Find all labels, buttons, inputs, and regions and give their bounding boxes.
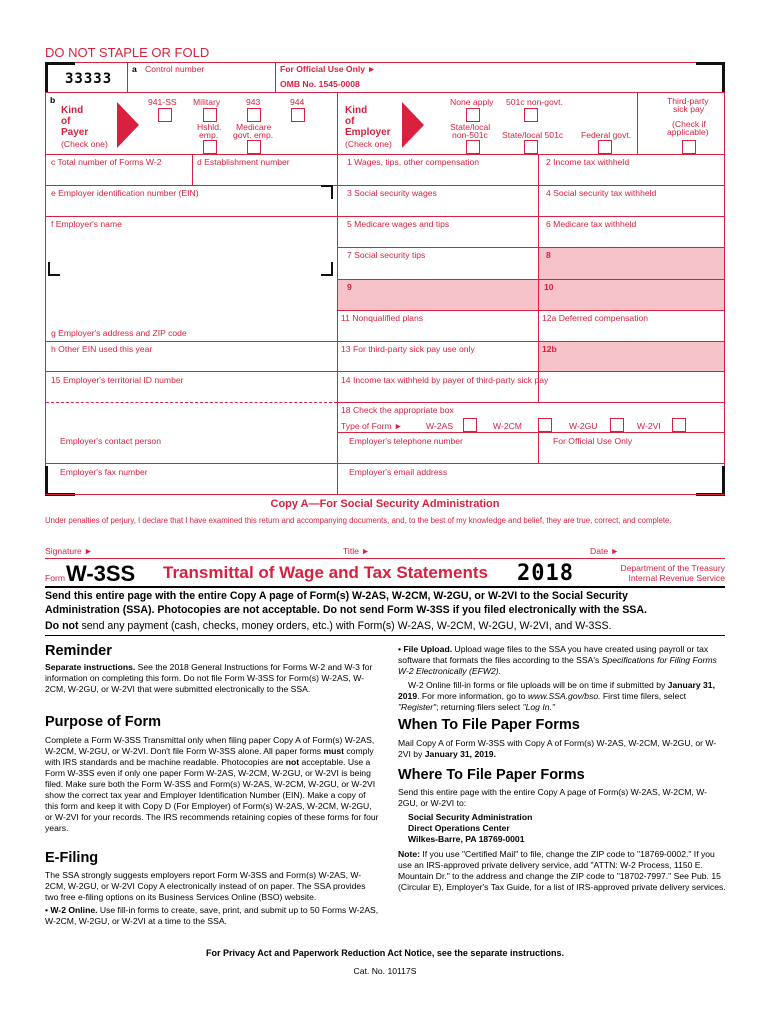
box-13-label[interactable]: 13 For third-party sick pay use only <box>341 344 475 354</box>
option-944: 944 <box>290 97 305 107</box>
window-mark <box>321 274 333 276</box>
checkbox-state-local-501c[interactable] <box>524 140 538 154</box>
corner-mark <box>45 62 75 65</box>
row-line <box>337 247 725 248</box>
corner-mark <box>722 62 725 92</box>
w2as-label: W-2AS <box>426 421 454 431</box>
row-line <box>337 310 725 311</box>
divider <box>337 92 338 154</box>
box-15-label[interactable]: 15 Employer's territorial ID number <box>51 375 184 385</box>
fax-label[interactable]: Employer's fax number <box>60 467 148 477</box>
checkbox-medicare-govt[interactable] <box>247 140 261 154</box>
box-18-label: 18 Check the appropriate box <box>341 405 454 415</box>
do-not-send-payment: Do not send any payment (cash, checks, money orders, etc.) with Form(s) W-2AS, W-2CM, W-2GU, W-2VI, and W-3SS. <box>45 620 612 632</box>
w2vi-label: W-2VI <box>637 421 661 431</box>
window-mark <box>48 274 60 276</box>
omb-number: OMB No. 1545-0008 <box>280 79 360 89</box>
checkbox-w2gu[interactable] <box>610 418 624 432</box>
form-title: Transmittal of Wage and Tax Statements <box>163 563 488 582</box>
check-one-employer: (Check one) <box>345 139 392 149</box>
checkbox-943[interactable] <box>247 108 261 122</box>
kind-employer-line2: of <box>345 116 355 127</box>
checkbox-state-local-non501c[interactable] <box>466 140 480 154</box>
note-text: Note: If you use "Certified Mail" to file, change the ZIP code to "18769-0002." If you use an IRS-approved private delivery service, add "ATTN: W-2 Process, 1150 E. Mountain Dr." to the address and change the ZIP code to "18702-7997." See Pub. 15 (Circular E), Employer's Tax Guide, for a list of IRS-approved private delivery services. <box>398 849 726 892</box>
purpose-heading: Purpose of Form <box>45 714 162 730</box>
window-mark <box>321 185 333 187</box>
ssa-address-line1: Social Security Administration <box>408 812 533 822</box>
box-6-label[interactable]: 6 Medicare tax withheld <box>546 219 637 229</box>
option-state-local-501c: State/local 501c <box>502 130 564 140</box>
w2gu-label: W-2GU <box>569 421 598 431</box>
arrow-right-icon <box>117 102 139 148</box>
kind-payer-line2: of <box>61 116 71 127</box>
when-to-file-text: Mail Copy A of Form W-3SS with Copy A of Form(s) W-2AS, W-2CM, W-2GU, or W-2VI by January 31, 2019. <box>398 738 717 759</box>
box-14-label[interactable]: 14 Income tax withheld by payer of third-party sick pay <box>341 375 549 385</box>
check-if-line1: (Check if <box>672 119 706 129</box>
field-f-label[interactable]: f Employer's name <box>51 219 122 229</box>
checkbox-federal-govt[interactable] <box>598 140 612 154</box>
option-medicare-govt: govt. emp. <box>233 130 274 140</box>
reminder-text: Separate instructions. See the 2018 General Instructions for Forms W-2 and W-3 for information on completing this form. Do not file Form W-3SS for Form(s) W-2AS, W-2CM, W-2GU, or W-2VI that were submitted electronically to the SSA. <box>45 662 373 694</box>
kind-payer-line3: Payer <box>61 127 89 138</box>
efiling-text: The SSA strongly suggests employers report Form W-3SS and Form(s) W-2AS, W-2CM, W-2GU, or W-2VI Copy A electronically instead of on paper. The SSA provides two free e-filing options on its Business Services Online (BSO) website. • W-2 Online. Use fill-in forms to create, save, print, and submit up to 50 Forms W-2AS, W-2CM, W-2GU, or W-2VI at a time to the SSA. <box>45 870 379 926</box>
field-b-letter: b <box>50 95 56 105</box>
field-e-label[interactable]: e Employer identification number (EIN) <box>51 188 199 198</box>
corner-mark <box>696 62 725 65</box>
option-state-local-1: State/local <box>450 122 491 132</box>
dept-line1: Department of the Treasury <box>620 563 725 573</box>
file-upload-text: • File Upload. Upload wage files to the SSA you have created using payroll or tax software that formats the files according to the SSA's Specifications for Filing Forms W-2 Electronically (EFW2). <box>398 644 717 676</box>
divider <box>192 154 193 185</box>
checkbox-hshld-emp[interactable] <box>203 140 217 154</box>
w2cm-label: W-2CM <box>493 421 522 431</box>
option-943: 943 <box>246 97 261 107</box>
divider <box>337 154 338 494</box>
box-12b-label: 12b <box>542 344 557 354</box>
corner-mark <box>45 62 48 92</box>
divider <box>637 92 638 154</box>
copy-a-title: Copy A—For Social Security Administration <box>270 498 500 510</box>
box-9-label: 9 <box>347 282 352 292</box>
row-line <box>45 185 725 186</box>
form-label: Form <box>45 573 66 583</box>
send-instruction-2: Administration (SSA). Photocopies are not acceptable. Do not send Form W-3SS if you filed electronically with the SSA. <box>45 604 647 616</box>
box-4-label[interactable]: 4 Social security tax withheld <box>546 188 657 198</box>
row-line <box>45 216 725 217</box>
perjury-statement: Under penalties of perjury, I declare that I have examined this return and accompanying documents, and, to the best of my knowledge and belief, they are true, correct, and complete. <box>45 516 672 525</box>
signature-label[interactable]: Signature ► <box>45 546 93 556</box>
date-label[interactable]: Date ► <box>590 546 620 556</box>
field-d-label[interactable]: d Establishment number <box>197 157 290 167</box>
reminder-heading: Reminder <box>45 643 112 659</box>
form-left-border <box>45 62 46 494</box>
field-h-label[interactable]: h Other EIN used this year <box>51 344 153 354</box>
row-line <box>337 432 725 433</box>
ssa-address-line3: Wilkes-Barre, PA 18769-0001 <box>408 834 525 844</box>
dept-line2: Internal Revenue Service <box>628 573 725 583</box>
email-label[interactable]: Employer's email address <box>349 467 448 477</box>
checkbox-none-apply[interactable] <box>466 108 480 122</box>
field-c-label[interactable]: c Total number of Forms W-2 <box>51 157 162 167</box>
option-federal-govt: Federal govt. <box>581 130 632 140</box>
row-line <box>45 92 725 93</box>
catalog-number: Cat. No. 10117S <box>353 966 417 976</box>
option-none-apply: None apply <box>450 97 494 107</box>
box-11-label[interactable]: 11 Nonqualified plans <box>341 313 424 323</box>
control-code: 33333 <box>65 71 113 87</box>
type-of-form-label: Type of Form ► <box>341 421 403 431</box>
control-number-label[interactable]: Control number <box>145 64 205 74</box>
box-2-label[interactable]: 2 Income tax withheld <box>546 157 630 167</box>
option-hshld-emp: emp. <box>199 130 219 140</box>
checkbox-w2cm[interactable] <box>538 418 552 432</box>
official-use-label: For Official Use Only ► <box>280 64 376 74</box>
divider <box>538 432 539 463</box>
contact-person-label[interactable]: Employer's contact person <box>60 436 161 446</box>
row-line <box>337 402 725 403</box>
form-bottom-border <box>45 494 725 495</box>
checkbox-941ss[interactable] <box>158 108 172 122</box>
do-not-staple-notice: DO NOT STAPLE OR FOLD <box>45 45 210 60</box>
checkbox-944[interactable] <box>291 108 305 122</box>
title-label[interactable]: Title ► <box>343 546 370 556</box>
check-if-line2: applicable) <box>667 127 709 137</box>
option-medicare: Medicare <box>236 122 272 132</box>
form-top-border <box>45 62 725 63</box>
dashed-divider <box>46 402 337 403</box>
signature-line <box>45 558 725 559</box>
field-g-label[interactable]: g Employer's address and ZIP code <box>51 328 187 338</box>
row-line <box>45 371 725 372</box>
telephone-label[interactable]: Employer's telephone number <box>349 436 463 446</box>
option-501c-non-govt: 501c non-govt. <box>506 97 563 107</box>
divider <box>538 154 539 402</box>
checkbox-third-party-sick-pay[interactable] <box>682 140 696 154</box>
box-12a-label[interactable]: 12a Deferred compensation <box>542 313 649 323</box>
kind-employer-line3: Employer <box>345 127 391 138</box>
form-number: W-3SS <box>66 561 136 586</box>
kind-employer-line1: Kind <box>345 105 368 116</box>
row-line <box>45 154 725 155</box>
where-to-file-heading: Where To File Paper Forms <box>398 767 585 783</box>
option-state-local-2: non-501c <box>452 130 488 140</box>
option-941ss: 941-SS <box>148 97 177 107</box>
box-10-label: 10 <box>544 282 554 292</box>
field-a-letter: a <box>132 64 137 74</box>
corner-mark <box>45 466 48 496</box>
check-one-payer: (Check one) <box>61 139 108 149</box>
divider <box>127 62 128 92</box>
box-1-label[interactable]: 1 Wages, tips, other compensation <box>347 157 479 167</box>
checkbox-501c-non-govt[interactable] <box>524 108 538 122</box>
window-mark <box>331 185 333 199</box>
checkbox-w2as[interactable] <box>463 418 477 432</box>
shaded-box-9 <box>338 279 538 310</box>
kind-payer-line1: Kind <box>61 105 84 116</box>
box-8-label: 8 <box>546 250 551 260</box>
third-party-line1: Third-party <box>667 96 709 106</box>
ssa-address-line2: Direct Operations Center <box>408 823 510 833</box>
option-military: Military <box>193 97 221 107</box>
option-hshld: Hshld. <box>197 122 222 132</box>
box-3-label[interactable]: 3 Social security wages <box>347 188 437 198</box>
row-line <box>337 279 725 280</box>
box-5-label[interactable]: 5 Medicare wages and tips <box>347 219 450 229</box>
arrow-right-icon <box>402 102 424 148</box>
row-line <box>45 341 725 342</box>
section-rule <box>45 635 725 636</box>
when-to-file-heading: When To File Paper Forms <box>398 717 580 733</box>
form-right-border <box>724 62 725 494</box>
tax-year: 2018 <box>517 561 574 586</box>
purpose-text: Complete a Form W-3SS Transmittal only when filing paper Copy A of Form(s) W-2AS, W-2CM, W-2GU, or W-2VI. Don't file Form W-3SS alone. All paper forms must comply with IRS standards and be machine readable. Photocopies are not acceptable. Use a Form W-3SS even if only one paper Form W-2AS, W-2CM, W-2GU, or W-2VI is being filed. Make sure both the Form W-3SS and Form(s) W-2AS, W-2CM, W-2GU, or W-2VI show the correct tax year and Employer Identification Number (EIN). Make a copy of this form and keep it with Copy D (For Employer) of Form(s) W-2AS, W-2CM, W-2GU, or W-2VI for your records. The IRS recommends retaining copies of these forms for four years. <box>45 735 379 833</box>
shaded-box-12b <box>538 341 724 371</box>
checkbox-military[interactable] <box>203 108 217 122</box>
privacy-notice: For Privacy Act and Paperwork Reduction Act Notice, see the separate instructions. <box>206 948 564 958</box>
divider <box>275 62 276 92</box>
efiling-heading: E-Filing <box>45 850 99 866</box>
checkbox-w2vi[interactable] <box>672 418 686 432</box>
w2-online-text: W-2 Online fill-in forms or file uploads will be on time if submitted by January 31, 2019. For more information, go to www.SSA.gov/bso. First time filers, select "Register"; returning filers select "Log In." <box>398 680 715 712</box>
send-instruction-1: Send this entire page with the entire Copy A page of Form(s) W-2AS, W-2CM, W-2GU, or W-2VI to the Social Security <box>45 590 628 602</box>
row-line <box>45 463 725 464</box>
official-use-only-label: For Official Use Only <box>553 436 633 446</box>
title-rule <box>45 586 725 588</box>
where-to-file-text: Send this entire page with the entire Copy A page of Form(s) W-2AS, W-2CM, W-2GU, or W-2VI to: <box>398 787 708 808</box>
box-7-label[interactable]: 7 Social security tips <box>347 250 426 260</box>
third-party-line2: sick pay <box>673 104 705 114</box>
corner-mark <box>722 466 725 496</box>
